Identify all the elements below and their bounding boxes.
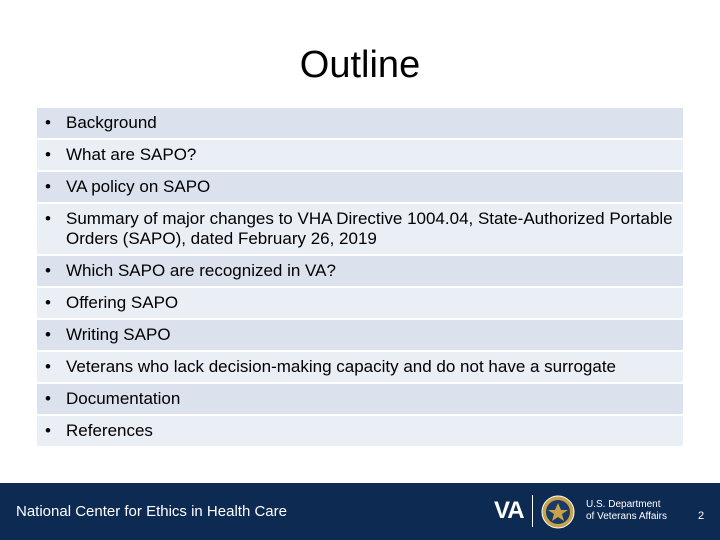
- list-item-text: Writing SAPO: [66, 325, 171, 344]
- bullet: •: [45, 177, 51, 196]
- page-number: 2: [698, 510, 705, 522]
- list-item-text: Background: [66, 113, 157, 132]
- slide-title: Outline: [299, 44, 421, 86]
- bullet: •: [45, 389, 51, 408]
- list-item: [37, 416, 683, 448]
- list-item: [37, 288, 683, 320]
- list-item: [37, 320, 683, 352]
- va-logo-text: VA: [494, 497, 524, 524]
- bullet: •: [45, 209, 51, 228]
- list-item: [37, 204, 683, 256]
- va-seal-icon: [541, 495, 575, 529]
- list-item-text: Veterans who lack decision-making capacity and do not have a surrogate: [66, 357, 616, 376]
- bullet: •: [45, 421, 51, 440]
- dept-line-1: U.S. Department: [586, 499, 661, 510]
- list-item: [37, 140, 683, 172]
- list-item: [37, 172, 683, 204]
- bullet: •: [45, 261, 51, 280]
- list-item: [37, 384, 683, 416]
- list-item-text: Summary of major changes to VHA Directive 1004.04, State-Authorized Portable Orders (SAPO), dated February 26, 2019: [66, 209, 673, 248]
- list-item-text: Offering SAPO: [66, 293, 179, 312]
- bullet: •: [45, 357, 51, 376]
- bullet: •: [45, 113, 51, 132]
- list-item-text: VA policy on SAPO: [66, 177, 211, 196]
- footer-org-name: National Center for Ethics in Health Care: [16, 503, 287, 520]
- list-item: [37, 256, 683, 288]
- bullet: •: [45, 145, 51, 164]
- list-item-text: What are SAPO?: [66, 145, 197, 164]
- bullet: •: [45, 325, 51, 344]
- list-item-text: References: [66, 421, 153, 440]
- logo-divider: [532, 495, 533, 527]
- dept-line-2: of Veterans Affairs: [586, 511, 667, 522]
- list-item: [37, 108, 683, 140]
- bullet: •: [45, 293, 51, 312]
- list-item: [37, 352, 683, 384]
- dept-name: [586, 499, 667, 523]
- footer-bar: [0, 483, 720, 540]
- list-item-text: Which SAPO are recognized in VA?: [66, 261, 336, 280]
- list-item-text: Documentation: [66, 389, 181, 408]
- outline-list: [37, 108, 683, 448]
